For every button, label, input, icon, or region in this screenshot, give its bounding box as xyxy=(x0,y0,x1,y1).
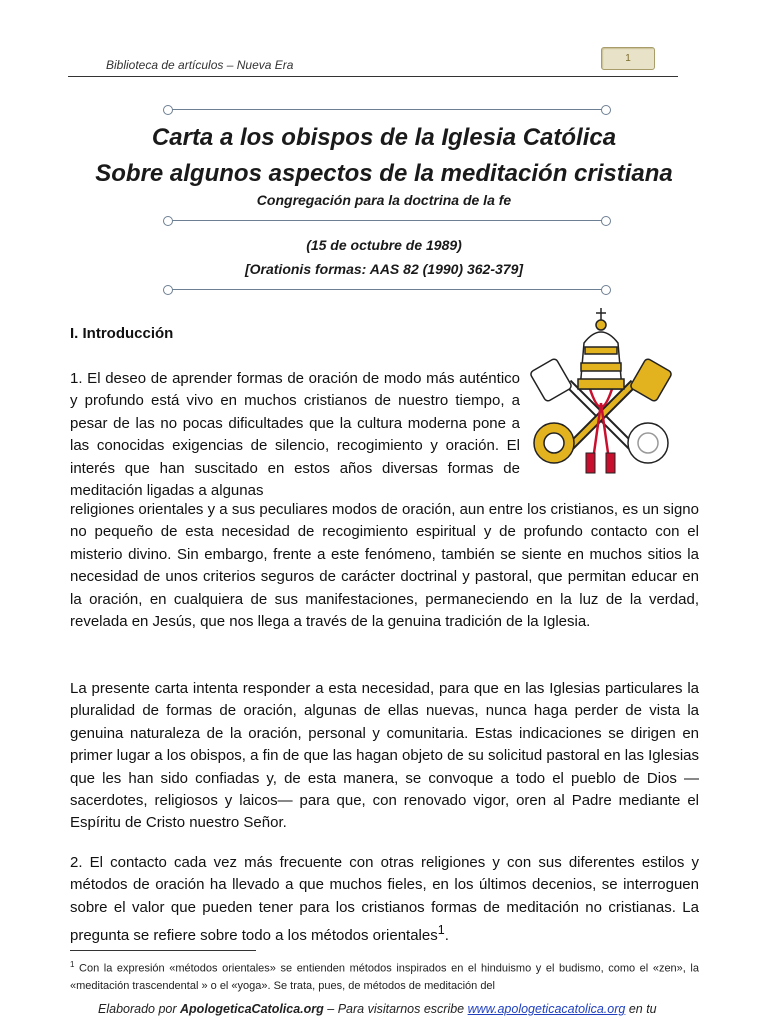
ornament-rule-middle xyxy=(163,215,611,227)
document-citation: [Orationis formas: AAS 82 (1990) 362-379] xyxy=(244,261,524,277)
footnote-text: Con la expresión «métodos orientales» se entienden métodos inspirados en el hinduismo y el budismo, como el «zen», la «meditación trascendental » o el «yoga». Se trata, pues, de métodos de meditación del xyxy=(70,962,699,992)
paragraph-3-text: 2. El contacto cada vez más frecuente con otras religiones y con sus diferentes estilos y métodos de oración ha llevado a que muchos fieles, en los últimos decenios, se interroguen sobre el valor que pueden tener para los cristianos formas de meditación no cristianas. La pregunta se refiere sobre todo a los métodos orientales xyxy=(70,854,699,945)
footnote-reference[interactable]: 1 xyxy=(437,923,445,938)
section-heading: I. Introducción xyxy=(70,325,174,342)
footnote xyxy=(70,956,699,995)
paragraph-1-continued: religiones orientales y a sus peculiares modos de oración, aun entre los cristianos, es un signo no pequeño de esta necesidad de recogimiento espiritual y de profundo contacto con el misterio divino. Sin embargo, frente a este fenómeno, también se siente en muchos sitios la necesidad de unos criterios seguros de carácter doctrinal y pastoral, que permitan educar en la oración, en cualquiera de sus manifestaciones, permaneciendo en la luz de la verdad, revelada en Jesús, que nos llega a través de la genuina tradición de la Iglesia. xyxy=(70,501,699,631)
document-subtitle: Congregación para la doctrina de la fe xyxy=(256,192,512,208)
ornament-rule-top xyxy=(163,104,611,116)
footnote-rule xyxy=(70,950,256,951)
paragraph-2: La presente carta intenta responder a esta necesidad, para que en las Iglesias particulares la pluralidad de formas de oración, algunas de ellas nuevas, nunca haga perder de vista la genuina naturaleza de la oración, personal y comunitaria. Estas indicaciones se dirigen en primer lugar a los obispos, a fin de que las hagan objeto de su solicitud pastoral en las Iglesias que les han sido confiadas y, de esta manera, se convoque a todo el pueblo de Dios —sacerdotes, religiosos y laicos— para que, con renovado vigor, oren al Padre mediante el Espíritu de Cristo nuestro Señor. xyxy=(70,680,699,832)
paragraph-1-wrapped: 1. El deseo de aprender formas de oración de modo más auténtico y profundo está vivo en muchos cristianos de nuestro tiempo, a pesar de las no pocas dificultades que la cultura moderna pone a las conocidas exigencias de silencio, recogimiento y oración. El interés que han suscitado en estos años diversas formas de meditación ligadas a algunas xyxy=(70,370,520,500)
running-header: Biblioteca de artículos – Nueva Era xyxy=(106,58,294,72)
paragraph-3-end: . xyxy=(444,927,449,945)
document-date: (15 de octubre de 1989) xyxy=(306,237,462,253)
paragraph-3 xyxy=(70,852,699,948)
footer-prefix: Elaborado por xyxy=(98,1002,181,1016)
footer-site-name: ApologeticaCatolica.org xyxy=(180,1002,324,1016)
page-number-badge: 1 xyxy=(601,47,655,70)
footer-website-link[interactable]: www.apologeticacatolica.org xyxy=(467,1002,626,1016)
footer xyxy=(98,1002,657,1016)
header-rule xyxy=(68,76,678,77)
ornament-rule-bottom xyxy=(163,284,611,296)
footer-suffix: en tu xyxy=(625,1002,657,1016)
document-title-line2: Sobre algunos aspectos de la meditación cristiana xyxy=(95,160,673,187)
footer-middle: – Para visitarnos escribe xyxy=(323,1002,468,1016)
footnote-number: 1 xyxy=(70,960,75,969)
papal-coat-of-arms-icon xyxy=(528,303,674,481)
document-title-line1: Carta a los obispos de la Iglesia Católica xyxy=(151,124,617,151)
